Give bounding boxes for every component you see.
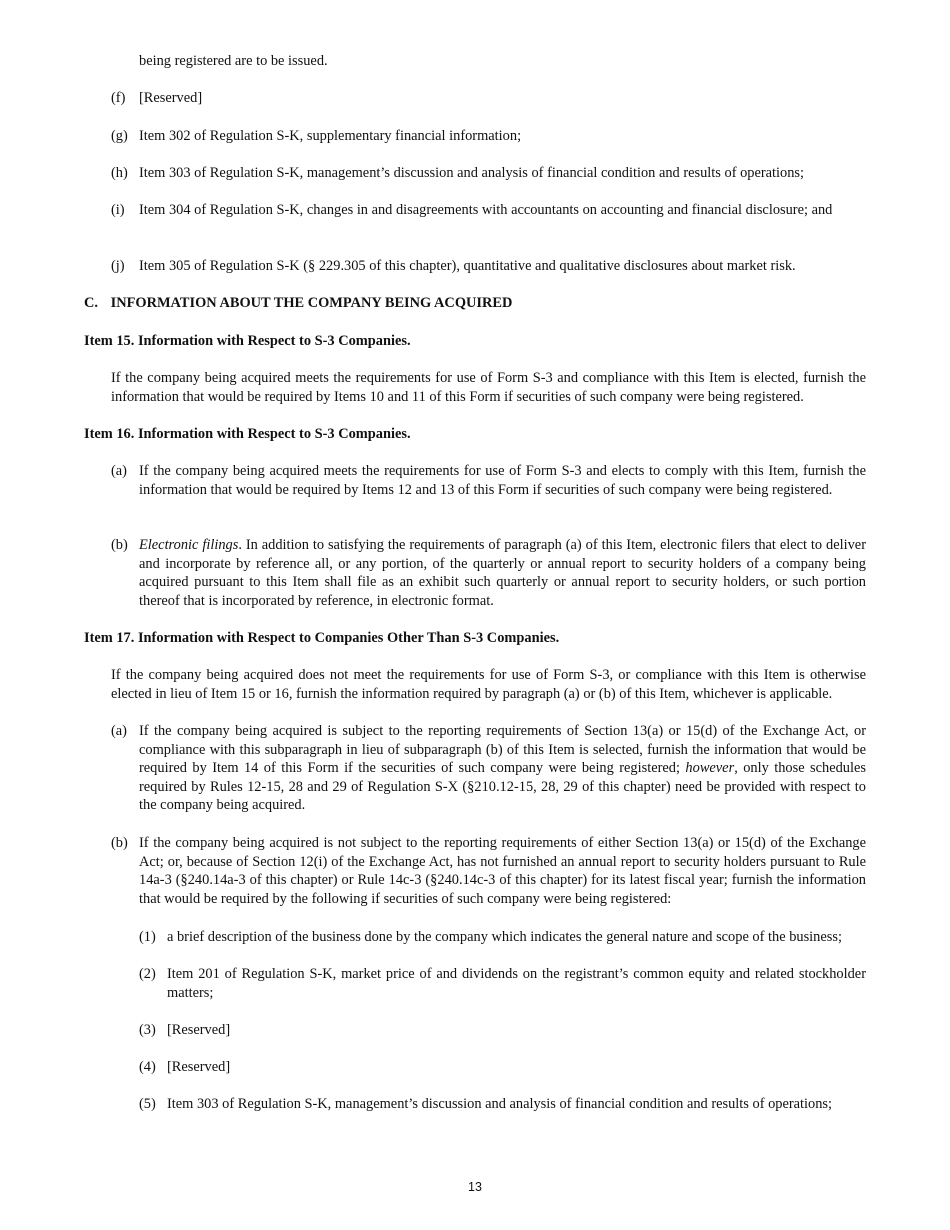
sub-item-text: Item 201 of Regulation S-K, market price of and dividends on the registrant’s common equity and related stockholder matters; [167,966,866,1001]
sub-item [139,928,866,947]
item-body: . In addition to satisfying the requirements of paragraph (a) of this Item, electronic filers that elect to deliver and incorporate by reference all, or any portion, of the quarterly or annual report to security holders of a company being acquired pursuant to this Item shall file as an exhibit such quarterly or annual report to security holders, or such portion thereof that is incorporated by reference, in electronic format. [139,537,866,609]
item-16-a [111,462,866,499]
sub-item-text: Item 303 of Regulation S-K, management’s discussion and analysis of financial condition and results of operations; [167,1096,833,1112]
section-label: C. [84,295,98,311]
item-body: , only those schedules required by Rules 12-15, 28 and 29 of Regulation S-X (§210.12-15, 28, 29 of this chapter) need be provided with respect to the company being acquired. [139,760,866,814]
sub-item-label: (3) [139,1022,156,1038]
sub-item-label: (5) [139,1096,156,1112]
item-label: (a) [111,463,127,479]
item-text: Item 302 of Regulation S-K, supplementary financial information; [139,128,522,144]
sub-item-label: (2) [139,966,156,982]
item-17-b [111,834,866,908]
item-body: If the company being acquired is subject to the reporting requirements of Section 13(a) or 15(d) of the Exchange Act, or compliance with this subparagraph in lieu of subparagraph (b) of this Item is selected, furnish the information that would be required by Item 14 of this Form if the securities of such company were being registered; [139,723,866,777]
continuation-text: being registered are to be issued. [139,53,328,69]
item-label: (j) [111,258,125,274]
section-title: INFORMATION ABOUT THE COMPANY BEING ACQUIRED [110,295,513,311]
italic-term: however [685,760,735,777]
item-17-heading: Item 17. Information with Respect to Companies Other Than S-3 Companies. [84,630,560,646]
sub-item-text: a brief description of the business done by the company which indicates the general nature and scope of the business; [167,929,842,945]
sub-item-text: [Reserved] [167,1059,231,1075]
list-item [111,201,866,220]
list-item [111,89,866,108]
sub-item [139,1021,866,1040]
item-label: (b) [111,835,128,851]
list-item [111,164,866,183]
item-text: Item 305 of Regulation S-K (§ 229.305 of this chapter), quantitative and qualitative disclosures about market risk. [139,258,796,274]
item-text: [Reserved] [139,90,203,106]
sub-item [139,1058,866,1077]
sub-item-text: [Reserved] [167,1022,231,1038]
list-item [111,127,866,146]
item-text: If the company being acquired meets the requirements for use of Form S-3 and elects to comply with this Item, furnish the information that would be required by Items 12 and 13 of this Form if securities of such company were being registered. [139,463,866,498]
italic-term: Electronic filings [139,537,239,553]
sub-item-label: (1) [139,929,156,945]
item-text: Item 304 of Regulation S-K, changes in and disagreements with accountants on accounting and financial disclosure; and [139,202,833,218]
item-17-intro: If the company being acquired does not meet the requirements for use of Form S-3, or compliance with this Item is otherwise elected in lieu of Item 15 or 16, furnish the information required by paragraph (a) or (b) of this Item, whichever is applicable. [111,667,866,702]
item-text: If the company being acquired is not subject to the reporting requirements of either Section 13(a) or 15(d) of the Exchange Act; or, because of Section 12(i) of the Exchange Act, has not furnished an annual report to security holders pursuant to Rule 14a-3 (§240.14a-3 of this chapter) or Rule 14c-3 (§240.14c-3 of this chapter) for its latest fiscal year; furnish the information that would be required by the following if securities of such company were being registered: [139,835,866,907]
item-label: (g) [111,128,128,144]
item-text [139,722,866,815]
item-15-heading: Item 15. Information with Respect to S-3 Companies. [84,333,411,349]
item-17-a [111,722,866,815]
item-label: (a) [111,723,127,739]
item-label: (b) [111,537,128,553]
item-15-text: If the company being acquired meets the requirements for use of Form S-3 and compliance with this Item is elected, furnish the information that would be required by Items 10 and 11 of this Form if securities of such company were being registered. [111,370,866,405]
page-number: 13 [468,1180,482,1194]
list-item [111,257,866,276]
item-text: Item 303 of Regulation S-K, management’s discussion and analysis of financial condition and results of operations; [139,165,805,181]
item-label: (i) [111,202,125,218]
item-text [139,536,866,610]
sub-item [139,965,866,1002]
item-label: (f) [111,90,126,106]
item-label: (h) [111,165,128,181]
sub-item [139,1095,866,1114]
section-heading [84,294,512,313]
item-16-heading: Item 16. Information with Respect to S-3 Companies. [84,426,411,442]
sub-item-label: (4) [139,1059,156,1075]
item-16-b [111,536,866,610]
